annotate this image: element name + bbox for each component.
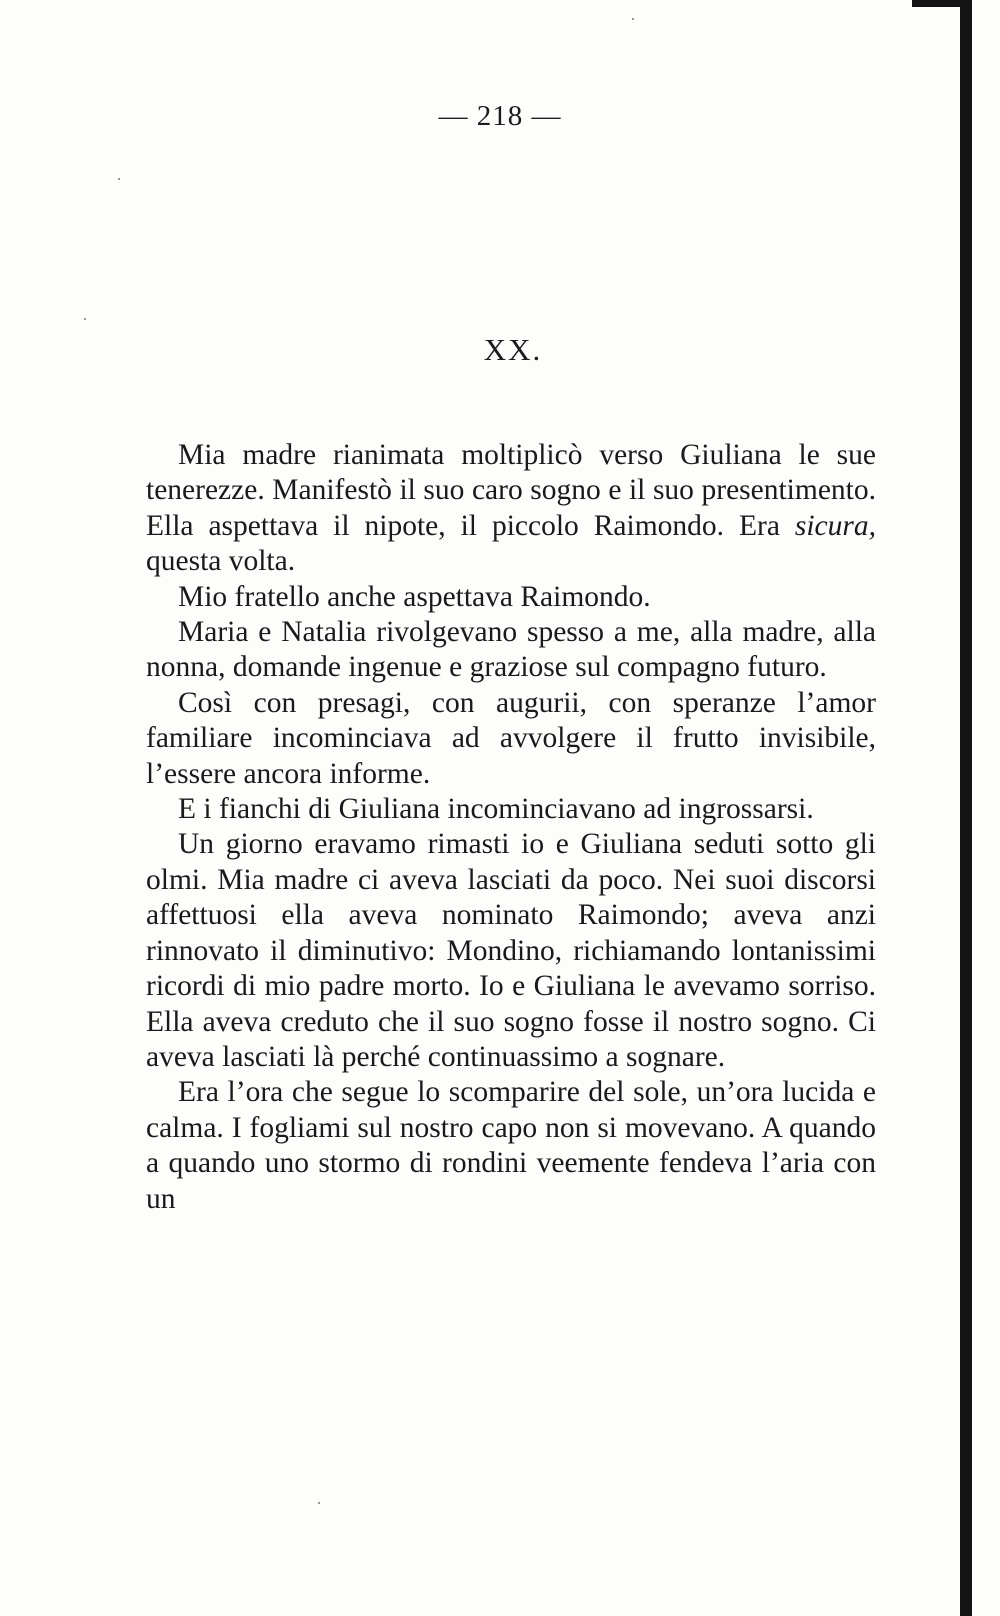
paragraph-4: Così con presagi, con augurii, con speranze l’amor familiare incominciava ad avvolgere il frutto invisibile, l’essere ancora informe. bbox=[146, 686, 876, 790]
chapter-heading: XX. bbox=[483, 332, 543, 367]
page-binding-edge bbox=[960, 0, 972, 1616]
paragraph-1-text-end: questa volta. bbox=[146, 545, 296, 578]
paragraph-5: E i fianchi di Giuliana incominciavano ad ingrossarsi. bbox=[178, 793, 814, 826]
page-binding-edge-top bbox=[912, 0, 972, 7]
paper-speck bbox=[632, 18, 634, 20]
paragraph-7: Era l’ora che segue lo scomparire del sole, un’ora lucida e calma. I fogliami sul nostro capo non si movevano. A quando a quando uno stormo di rondini veemente fendeva l’aria con un bbox=[146, 1076, 876, 1215]
paragraph-2: Mio fratello anche aspettava Raimondo. bbox=[178, 580, 651, 613]
body-text bbox=[146, 438, 876, 1217]
paper-speck bbox=[84, 318, 86, 320]
paper-speck bbox=[318, 1502, 320, 1504]
paragraph-1 bbox=[146, 438, 876, 580]
paper-speck bbox=[118, 178, 120, 180]
page-number: — 218 — bbox=[438, 100, 562, 132]
paragraph-1-text: Mia madre rianimata moltiplicò verso Giuliana le sue tenerezze. Manifestò il suo caro sogno e il suo presentimento. Ella aspettava il nipote, il piccolo Raimondo. Era bbox=[146, 439, 876, 542]
paragraph-1-emphasis: sicura, bbox=[794, 509, 876, 542]
paragraph-3: Maria e Natalia rivolgevano spesso a me, alla madre, alla nonna, domande ingenue e graziose sul compagno futuro. bbox=[146, 616, 876, 684]
paragraph-6: Un giorno eravamo rimasti io e Giuliana seduti sotto gli olmi. Mia madre ci aveva lasciati da poco. Nei suoi discorsi affettuosi ella aveva nominato Raimondo; aveva anzi rinnovato il diminutivo: Mondino, richiamando lontanissimi ricordi di mio padre morto. Io e Giuliana le avevamo sorriso. Ella aveva creduto che il suo sogno fosse il nostro sogno. Ci aveva lasciati là perché continuassimo a sognare. bbox=[146, 828, 876, 1073]
